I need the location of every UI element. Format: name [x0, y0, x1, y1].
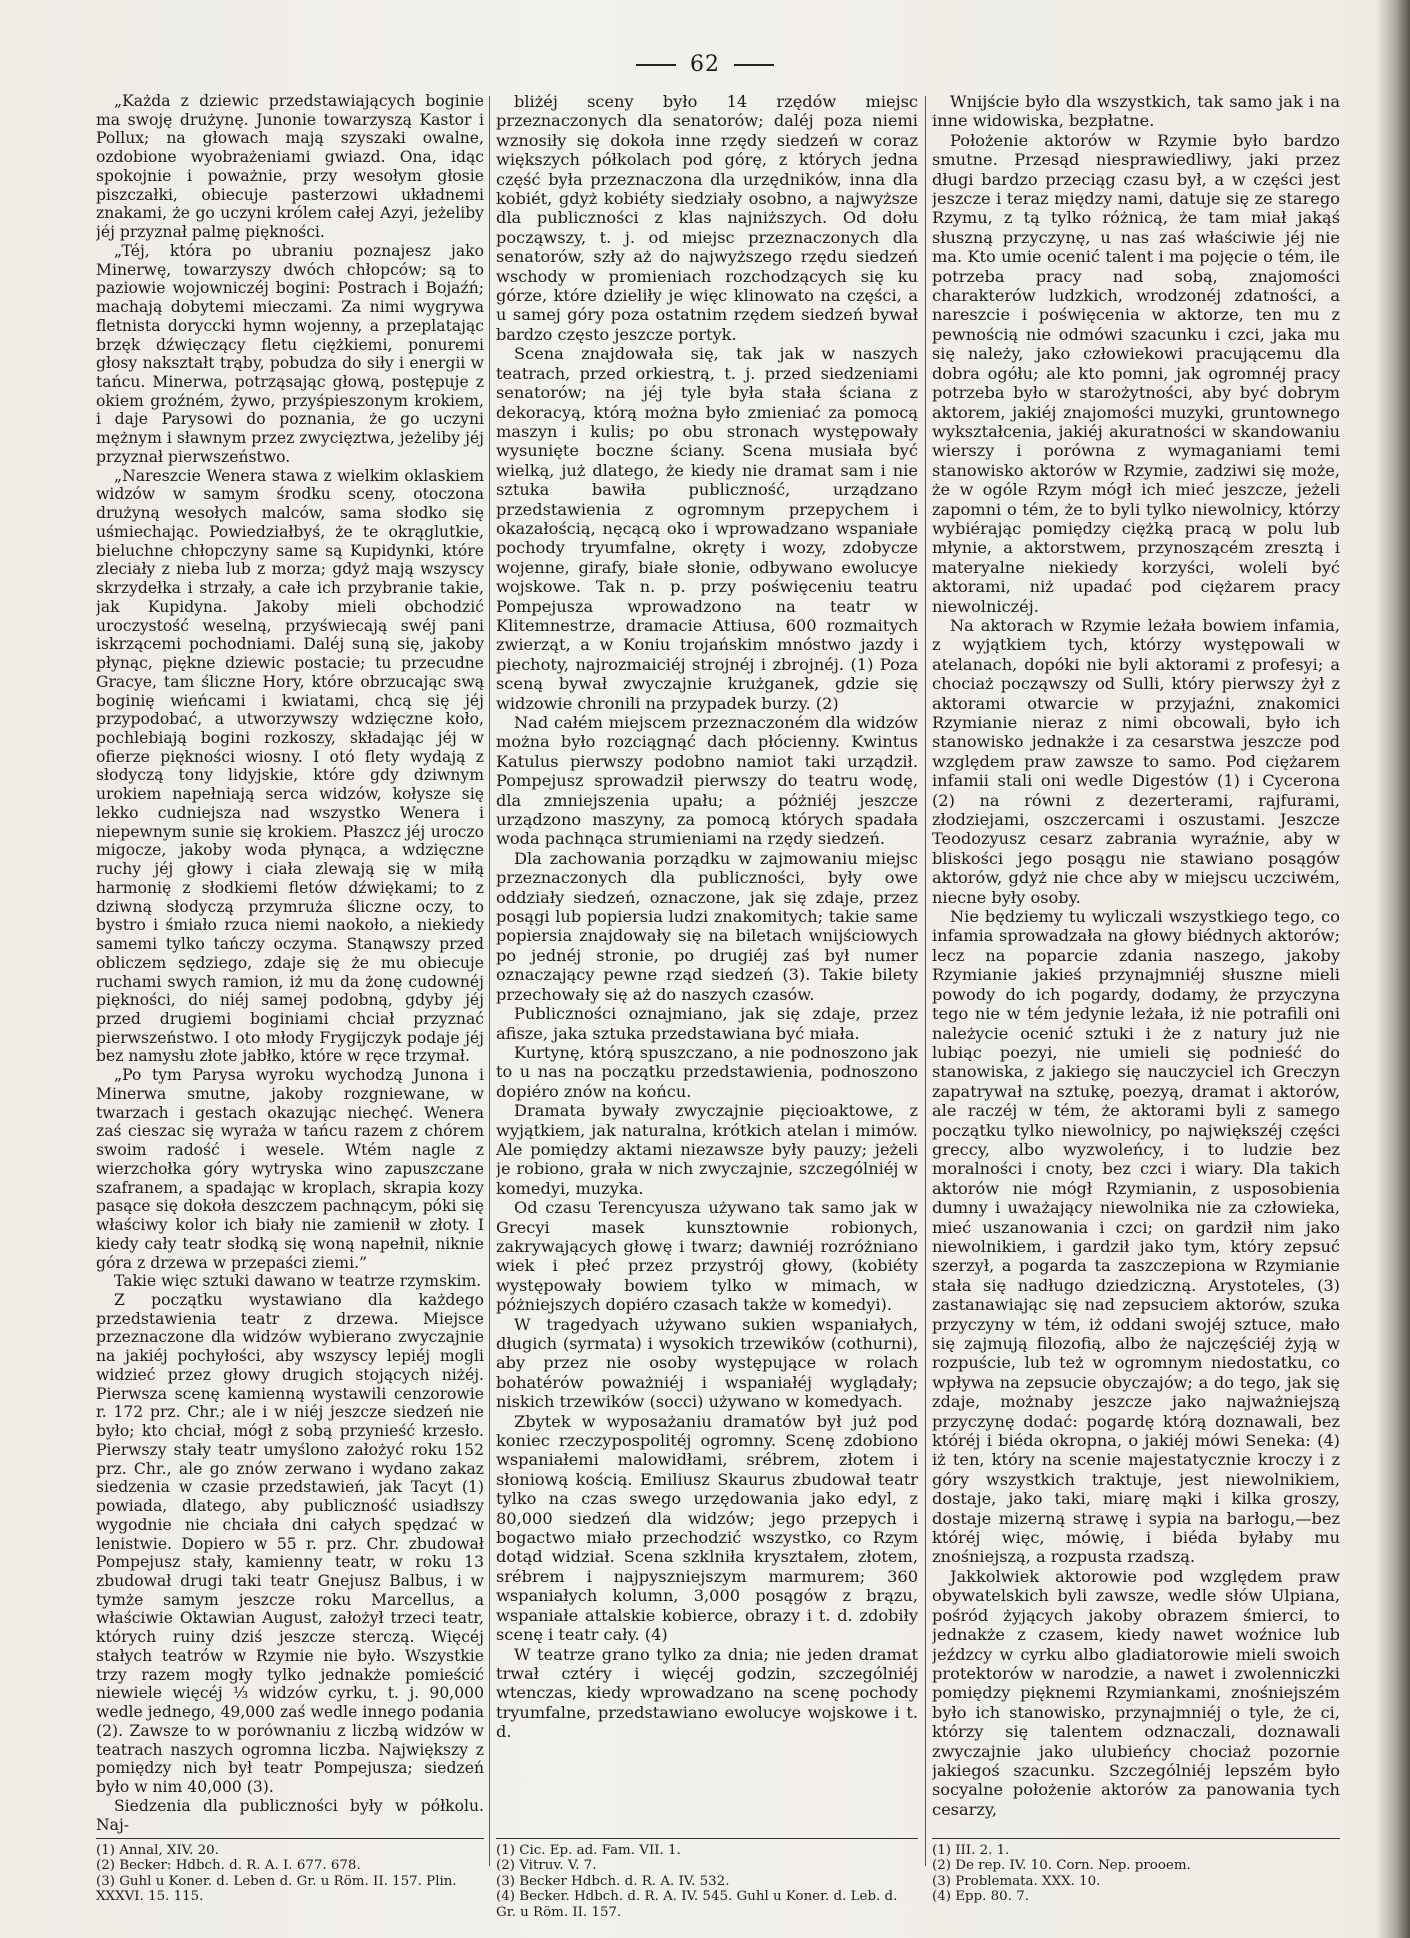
footnote: (4) Becker. Hdbch. d. R. A. IV. 545. Guhl u Koner. d. Leb. d. Gr. u Röm. II. 157.	[496, 1889, 898, 1920]
text-column-1	[96, 92, 484, 1882]
footnote: (2) Becker: Hdbch. d. R. A. I. 677. 678.	[96, 1858, 361, 1874]
footnote-rule	[496, 1838, 918, 1839]
paragraph: „Nareszcie Wenera stawa z wielkim oklaskiem widzów w samym środku sceny, otoczona drużyną wesołych malców, sama słodko się uśmiechając. Powiedziałbyś, że te okrąglutkie, bieluchne chłopczyny same są Kupidynki, które zleciały z nieba lub z morza; gdyż mają wszyscy skrzydełka i strzały, a całe ich przybranie takie, jak Kupidyna. Jakoby mieli obchodzić uroczystość weselną, przyświecają swéj pani iskrzącemi pochodniami. Daléj suną się, jakoby płynąc, piękne dziewic postacie; tu przecudne Gracye, tam śliczne Hory, które obrzucając swą boginię wieńcami i kwiatami, chcą się jéj przypodobać, a utworzywszy wdzięczne koło, pochlebiają bogini rozkoszy, składając jéj w ofierze piękności wiosny. I otó flety wydają z słodyczą tony lidyjskie, które gdy dziwnym urokiem napełniają serca widzów, kołysze się lekko cudniejsza nad wszystko Wenera i niepewnym sunie się krokiem. Płaszcz jéj uroczo migocze, jakoby woda płynąca, a wdzięczne ruchy jéj głowy i ciała zlewają się w miłą harmonię z słodkiemi fletów dźwiękami; to z dziwną słodyczą przymruża śliczne oczy, to bystro i śmiało rzuca niemi naokoło, a niekiedy samemi tylko tańczy oczyma. Stanąwszy przed obliczem sędziego, zdaje się że mu obiecuje ruchami swych ramion, iż mu da żonę cudownéj piękności, do niéj samej podobną, gdyby jéj przed drugiemi boginiami chciał przyznać pierwszeństwo. I oto młody Frygijczyk podaje jéj bez namysłu złote jabłko, które w ręce trzymał.	[96, 466, 484, 1066]
paragraph: Nie będziemy tu wyliczali wszystkiego tego, co infamia sprowadzała na głowy biédnych aktorów; lecz na poparcie zdania naszego, jakoby Rzymianie jakieś przynajmniéj słuszne mieli powody do ich pogardy, dodamy, że przyczyna tego nie w tém jedynie leżała, iż nie potrafili oni należycie ocenić sztuki i że z natury już nie lubiąc poezyi, nie umieli się podnieść do stanowiska, z jakiego się nauczyciel ich Greczyn zapatrywał na sztukę, poezyą, dramat i aktorów, ale raczéj w tém, że aktorami byli z samego początku tylko niewolnicy, po największéj części greccy, albo wyzwoleńcy, i to ludzie bez moralności i cnoty, bez czci i wiary. Dla takich aktorów nie mógł Rzymianin, z usposobienia dumny i uważający niewolnika nie za człowieka, mieć uszanowania i czci; on gardził nim jako niewolnikiem, i gardził jako tym, który zepsuć szerzył, a pogarda ta zaszczepiona w Rzymianie stała się nadługo dziedziczną. Arystoteles, (3) zastanawiając się nad zepsuciem aktorów, szuka przyczyny w tém, iż oddani swojéj sztuce, mało się zajmują filozofią, albo że najczęściéj żyją w rozpuście, lub też w ogromnym niedostatku, co wpływa na zepsucie obyczajów; a do tego, jak się zdaje, możnaby jeszcze jako najważniejszą przyczynę dodać: pogardę którą doznawali, bez któréj i biéda okropna, o jakiéj mówi Seneka: (4) iż ten, który na scenie majestatycznie kroczy i z góry wszystkich traktuje, jest niewolnikiem, dostaje, jako taki, miarę mąki i kilka groszy, dostaje mizerną strawę i sypia na barłogu,—bez któréj więc, mówię, i biéda byłaby mu znośniejszą, a rozpusta rzadszą.	[932, 907, 1340, 1567]
paragraph: Jakkolwiek aktorowie pod względem praw obywatelskich byli zawsze, wedle słów Ulpiana, pośród żyjących jakoby obrazem śmierci, to jednakże z czasem, kiedy nawet woźnice lub jeźdzcy w cyrku albo gladiatorowie mieli swoich protektorów w narodzie, a nawet i zwolenniczki pomiędzy pięknemi Rzymiankami, znośniejszém było ich stanowisko, przynajmniéj o tyle, że ci, którzy się talentem odznaczali, doznawali zwyczajnie jako ulubieńcy chociaż pozornie jakiegoś szacunku. Szczególniéj lepszém było socyalne położenie aktorów za panowania tych cesarzy,	[932, 1566, 1340, 1819]
paragraph: Nad całém miejscem przeznaczoném dla widzów można było rozciągnąć dach płócienny. Kwintus Katulus pierwszy podobno namiot taki urządził. Pompejusz sprowadził pierwszy do teatru wodę, dla zmniejszenia upału; a póżniéj jeszcze urządzono maszyny, za pomocą których spadała woda pachnąca strumieniami na rzędy siedzeń.	[496, 713, 918, 849]
paragraph: Dla zachowania porządku w zajmowaniu miejsc przeznaczonych dla publiczności, były owe oddziały siedzeń, oznaczone, jak się zdaje, przez posągi lub popiersia ludzi znakomitych; takie same popiersia znajdowały się na biletach wnijściowych po jednéj stronie, po drugiéj zaś był numer oznaczający pewne rząd siedzeń (3). Takie bilety przechowały się aż do naszych czasów.	[496, 848, 918, 1004]
paragraph: W teatrze grano tylko za dnia; nie jeden dramat trwał cztéry i więcéj godzin, szczególniéj wtenczas, kiedy wprowadzano na scenę pochody tryumfalne, przedstawiano ewolucye wojskowe i t. d.	[496, 1644, 918, 1742]
paragraph: bliżéj sceny było 14 rzędów miejsc przeznaczonych dla senatorów; daléj poza niemi wznosiły się dokoła inne rzędy siedzeń w coraz większych półkolach pod górę, z których jedna część była przeznaczona dla urzędników, inna dla kobiét, gdyż kobiéty siedziały osobno, a najwyższe dla publiczności z klas najniższych. Od dołu począwszy, t. j. od miejsc przeznaczonych dla senatorów, szły aż do najwyższego rzędu siedzeń wschody w promieniach rozchodzących się ku górze, które dzieliły je więc klinowato na części, a u samej góry poza ostatnim rzędem siedzeń bywał bardzo często jeszcze portyk.	[496, 92, 918, 344]
paragraph: Siedzenia dla publiczności były w półkolu. Naj-	[96, 1796, 484, 1834]
footnote: (3) Problemata. XXX. 10.	[932, 1873, 1101, 1889]
footnote: (1) Annal, XIV. 20.	[96, 1843, 219, 1858]
column-divider-2	[925, 96, 926, 1866]
footnotes-column-3	[932, 1838, 1340, 1905]
footnote: (1) Cic. Ep. ad. Fam. VII. 1.	[496, 1843, 681, 1858]
footnote-rule	[96, 1838, 484, 1839]
paragraph: Wnijście było dla wszystkich, tak samo jak i na inne widowiska, bezpłatne.	[932, 92, 1340, 131]
column-divider-1	[489, 96, 490, 1866]
paragraph: Z początku wystawiano dla każdego przedstawienia teatr z drzewa. Miejsce przeznaczone dla widzów wybierano zwyczajnie na jakiéj pochyłości, aby wszyscy lepiéj mogli widzieć przez głowy drugich stojących niżéj. Pierwsza scenę kamienną wystawili cenzorowie r. 172 prz. Chr.; ale i w niéj jeszcze siedzeń nie było; kto chciał, mógł z sobą przynieść krzesło. Pierwszy stały teatr umyślono założyć roku 152 prz. Chr., ale go znów zerwano i wydano zakaz siedzenia w czasie przedstawień, jak Tacyt (1) powiada, dlatego, aby publiczność usiadłszy wygodnie nie chciała dni całych spędzać w lenistwie. Dopiero w 55 r. prz. Chr. zbudował Pompejusz stały, kamienny teatr, w roku 13 zbudował drugi taki teatr Gnejusz Balbus, i w tymże samym jeszcze roku Marcellus, a właściwie Oktawian August, założył trzeci teatr, których ruiny dziś jeszcze sterczą. Więcéj stałych teatrów w Rzymie nie było. Wszystkie trzy razem mogły tylko jednakże pomieścić niewiele więcéj ⅓ widzów cyrku, t. j. 90,000 wedle jednego, 49,000 zaś wedle innego podania (2). Zawsze to w porównaniu z liczbą widzów w teatrach naszych ogromna liczba. Największy z pomiędzy nich był teatr Pompejusza; siedzeń było w nim 40,000 (3).	[96, 1291, 484, 1797]
page-number	[0, 52, 1410, 77]
paragraph: Scena znajdowała się, tak jak w naszych teatrach, przed orkiestrą, t. j. przed siedzeniami senatorów; na jéj tyle była stała ściana z dekoracyą, którą można było zmieniać za pomocą maszyn i kulis; po obu stronach występowały wysunięte boczne ściany. Scena musiała być wielką, już dlatego, że kiedy nie dramat sam i nie sztuka bawiła publiczność, urządzano przedstawienia z ogromnym przepychem i okazałością, nęcącą oko i wprowadzano wspaniałe pochody tryumfalne, okręty i wozy, zdobycze wojenne, girafy, białe słonie, odbywano ewolucye wojskowe. Tak n. p. przy poświęceniu teatru Pompejusza wprowadzono na teatr w Klitemnestrze, dramacie Attiusa, 600 rozmaitych zwierząt, a w Koniu trojańskim mnóstwo jazdy i piechoty, najrozmaiciéj strojnéj i zbrojnéj. (1) Poza sceną bywał zwyczajnie krużganek, gdzie się widzowie chronili na przypadek burzy. (2)	[496, 344, 918, 713]
paragraph: Od czasu Terencyusza używano tak samo jak w Grecyi masek kunsztownie robionych, zakrywających głowę i twarz; dawniéj rozróżniano wiek i płeć przez przystrój głowy, (kobiéty występowały bowiem tylko w mimach, w póżniejszych dopiéro czasach także w komedyi).	[496, 1198, 918, 1315]
page-edge-shadow	[1376, 0, 1410, 1938]
footnote: (2) De rep. IV. 10. Corn. Nep. prooem.	[932, 1858, 1191, 1874]
text-column-3	[932, 92, 1340, 1882]
footnote: (2) Vitruv. V. 7.	[496, 1858, 597, 1874]
paragraph: Położenie aktorów w Rzymie było bardzo smutne. Przesąd niesprawiedliwy, jaki przez długi bardzo przeciąg czasu był, a w części jest jeszcze i teraz między nami, datuje się ze starego Rzymu, z tą tylko różnicą, że tam miał jakąś słuszną przyczynę, u nas zaś właściwie jéj nie ma. Kto umie ocenić talent i ma pojęcie o tém, ile potrzeba pracy nad sobą, znajomości charakterów ludzkich, wrodzonéj zdatności, a nareszcie i poświęcenia w aktorze, ten mu z pewnością nie odmówi szacunku i czci, jaka mu się należy, jako człowiekowi pracującemu dla dobra ogółu; ale kto pomni, jak ogromnéj pracy potrzeba było w starożytności, aby być dobrym aktorem, jakiéj znajomości muzyki, gruntownego wykształcenia, jakiéj akuratności w skandowaniu wierszy i porówna z wymaganiami temi stanowisko aktorów w Rzymie, zadziwi się może, że w ogóle Rzym mógł ich mieć jeszcze, jeżeli zapomni o tém, że to byli tylko niewolnicy, którzy wybiérając pomiędzy ciężką pracą w polu lub młynie, a aktorstwem, przynoszącém zresztą i materyalne niekiedy korzyści, woleli być aktorami, niż upadać pod ciężarem pracy niewolniczéj.	[932, 130, 1340, 616]
footnote: (3) Guhl u Koner. d. Leben d. Gr. u Röm. II. 157. Plin. XXXVI. 15. 115.	[96, 1873, 457, 1905]
page-number-text: 62	[690, 52, 720, 77]
paragraph: „Po tym Parysa wyroku wychodzą Junona i Minerwa smutne, jakoby rozgniewane, w twarzach i gestach okazując niechęć. Wenera zaś cieszac się wyraża w tańcu razem z chórem swoim radość i wesele. Wtém nagle z wierzchołka góry wytryska wino zapuszczane szafranem, a spadając w kroplach, skrapia kozy pasące się dokoła deszczem pachnącym, póki się właściwy kolor ich biały nie zamienił w złoty. I kiedy cały teatr słodką się woną napełnił, niknie góra z drzewa w przepaści ziemi.”	[96, 1066, 484, 1272]
paragraph: Na aktorach w Rzymie leżała bowiem infamia, z wyjątkiem tych, którzy występowali w atelanach, dopóki nie byli aktorami z profesyi; a chociaż począwszy od Sulli, który pierwszy żył z aktorami otwarcie w przyjaźni, znakomici Rzymianie nieraz z nimi obcowali, było ich stanowisko jednakże i za cesarstwa jeszcze pod względem praw zawsze to samo. Pod ciężarem infamii stali oni wedle Digestów (1) i Cycerona (2) na równi z dezerterami, rajfurami, złodziejami, oszczercami i oszustami. Jeszcze Teodozyusz cesarz zabrania wyraźnie, aby w bliskości jego posągu nie stawiano posągów aktorów, gdyż nie chce aby w miejscu uczciwém, niecne były osoby.	[932, 615, 1340, 907]
paragraph: Publiczności oznajmiano, jak się zdaje, przez afisze, jaka sztuka przedstawiana być miała.	[496, 1004, 918, 1043]
footnote: (3) Becker Hdbch. d. R. A. IV. 532.	[496, 1873, 730, 1889]
text-column-2	[496, 92, 918, 1882]
footnote: (4) Epp. 80. 7.	[932, 1889, 1029, 1905]
footnote: (1) III. 2. 1.	[932, 1843, 1010, 1858]
footnotes-column-1	[96, 1838, 484, 1905]
page-number-dash-left	[636, 64, 676, 66]
footnote-rule	[932, 1838, 1340, 1839]
paragraph: Takie więc sztuki dawano w teatrze rzymskim.	[114, 1272, 482, 1291]
paragraph: „Téj, która po ubraniu poznajesz jako Minerwę, towarzyszy dwóch chłopców; są to paziowie wojowniczéj bogini: Postrach i Bojaźń; machają dobytemi mieczami. Za nimi wygrywa fletnista doryccki hymn wojenny, a przeplatając brzęk dźwięczący fletu ciężkiemi, ponuremi głosy nakształt trąby, pobudza do siły i energii w tańcu. Minerwa, potrząsając głową, postępuje z okiem groźném, żywo, przyśpieszonym krokiem, i daje Parysowi do poznania, że go uczyni mężnym i sławnym przez zwycięztwa, jeżeliby jéj przyznał pierwszeństwo.	[96, 241, 484, 466]
paragraph: Dramata bywały zwyczajnie pięcioaktowe, z wyjątkiem, jak naturalna, krótkich atelan i mimów. Ale pomiędzy aktami niezawsze były pauzy; jeżeli je robiono, grała w nich zwyczajnie, szczególniéj w komedyi, muzyka.	[496, 1101, 918, 1198]
paragraph: „Każda z dziewic przedstawiających boginie ma swoję drużynę. Junonie towarzyszą Kastor i Pollux; na głowach mają szyszaki owalne, ozdobione wyobrażeniami gwiazd. Ona, idąc spokojnie i poważnie, przy wesołym głosie piszczałki, obiecuje pasterzowi układnemi znakami, że go uczyni królem całej Azyi, jeżeliby jéj przyznał palmę piękności.	[96, 92, 484, 242]
paragraph: Kurtynę, którą spuszczano, a nie podnoszono jak to u nas na początku przedstawienia, podnoszono dopiéro znów na końcu.	[496, 1042, 918, 1101]
paragraph: W tragedyach używano sukien wspaniałych, długich (syrmata) i wysokich trzewików (cothurni), aby przez nie osoby występujące w rolach bohatérów poważniéj i wspaniałéj wyglądały; niskich trzewików (socci) używano w komedyach.	[496, 1314, 918, 1412]
footnotes-column-2	[496, 1838, 918, 1920]
page-number-dash-right	[734, 64, 774, 66]
paragraph: Zbytek w wyposażaniu dramatów był już pod koniec rzeczypospolitéj ogromny. Scenę zdobiono wspaniałemi malowidłami, srébrem, złotem i słoniową kością. Emiliusz Skaurus zbudował teatr tylko na czas swego urzędowania jako edyl, z 80,000 siedzeń dla widzów; jego przepych i bogactwo miało przechodzić wszystko, co Rzym dotąd widział. Scena szklniła kryształem, złotem, srébrem i najpyszniejszym marmurem; 360 wspaniałych kolumn, 3,000 posągów z brązu, wspaniałe attalskie kobierce, obrazy i t. d. zdobiły scenę i teatr cały. (4)	[496, 1411, 918, 1645]
